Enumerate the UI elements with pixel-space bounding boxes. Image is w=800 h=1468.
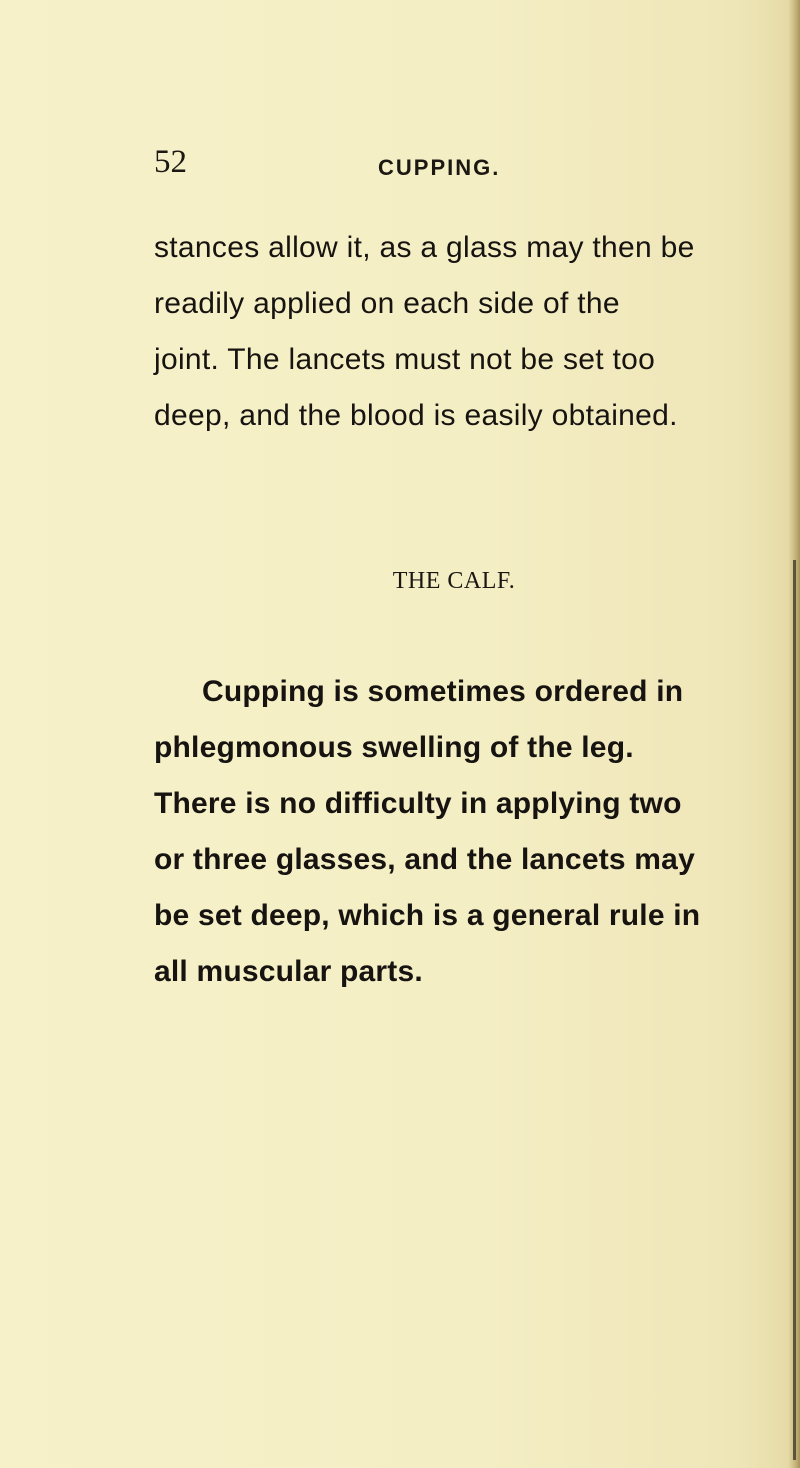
paragraph-line: joint. The lancets must not be set too: [154, 343, 656, 376]
paragraph-line: readily applied on each side of the: [154, 287, 620, 320]
page-number: 52: [154, 144, 187, 180]
paragraph-line: There is no difficulty in applying two: [154, 787, 682, 820]
paragraph-2: [154, 664, 754, 1000]
paragraph-1: [154, 220, 754, 444]
section-title: THE CALF.: [392, 568, 516, 594]
paragraph-line: deep, and the blood is easily obtained.: [154, 399, 678, 432]
paragraph-line: be set deep, which is a general rule in: [154, 899, 701, 932]
running-head: CUPPING.: [378, 155, 501, 180]
page-edge-line: [793, 560, 796, 1460]
paragraph-line: stances allow it, as a glass may then be: [154, 231, 695, 264]
paragraph-line: Cupping is sometimes ordered in: [202, 675, 684, 708]
paragraph-line: phlegmonous swelling of the leg.: [154, 731, 634, 764]
page-header: [154, 142, 674, 192]
paragraph-line: or three glasses, and the lancets may: [154, 843, 695, 876]
paragraph-line: all muscular parts.: [154, 955, 423, 988]
